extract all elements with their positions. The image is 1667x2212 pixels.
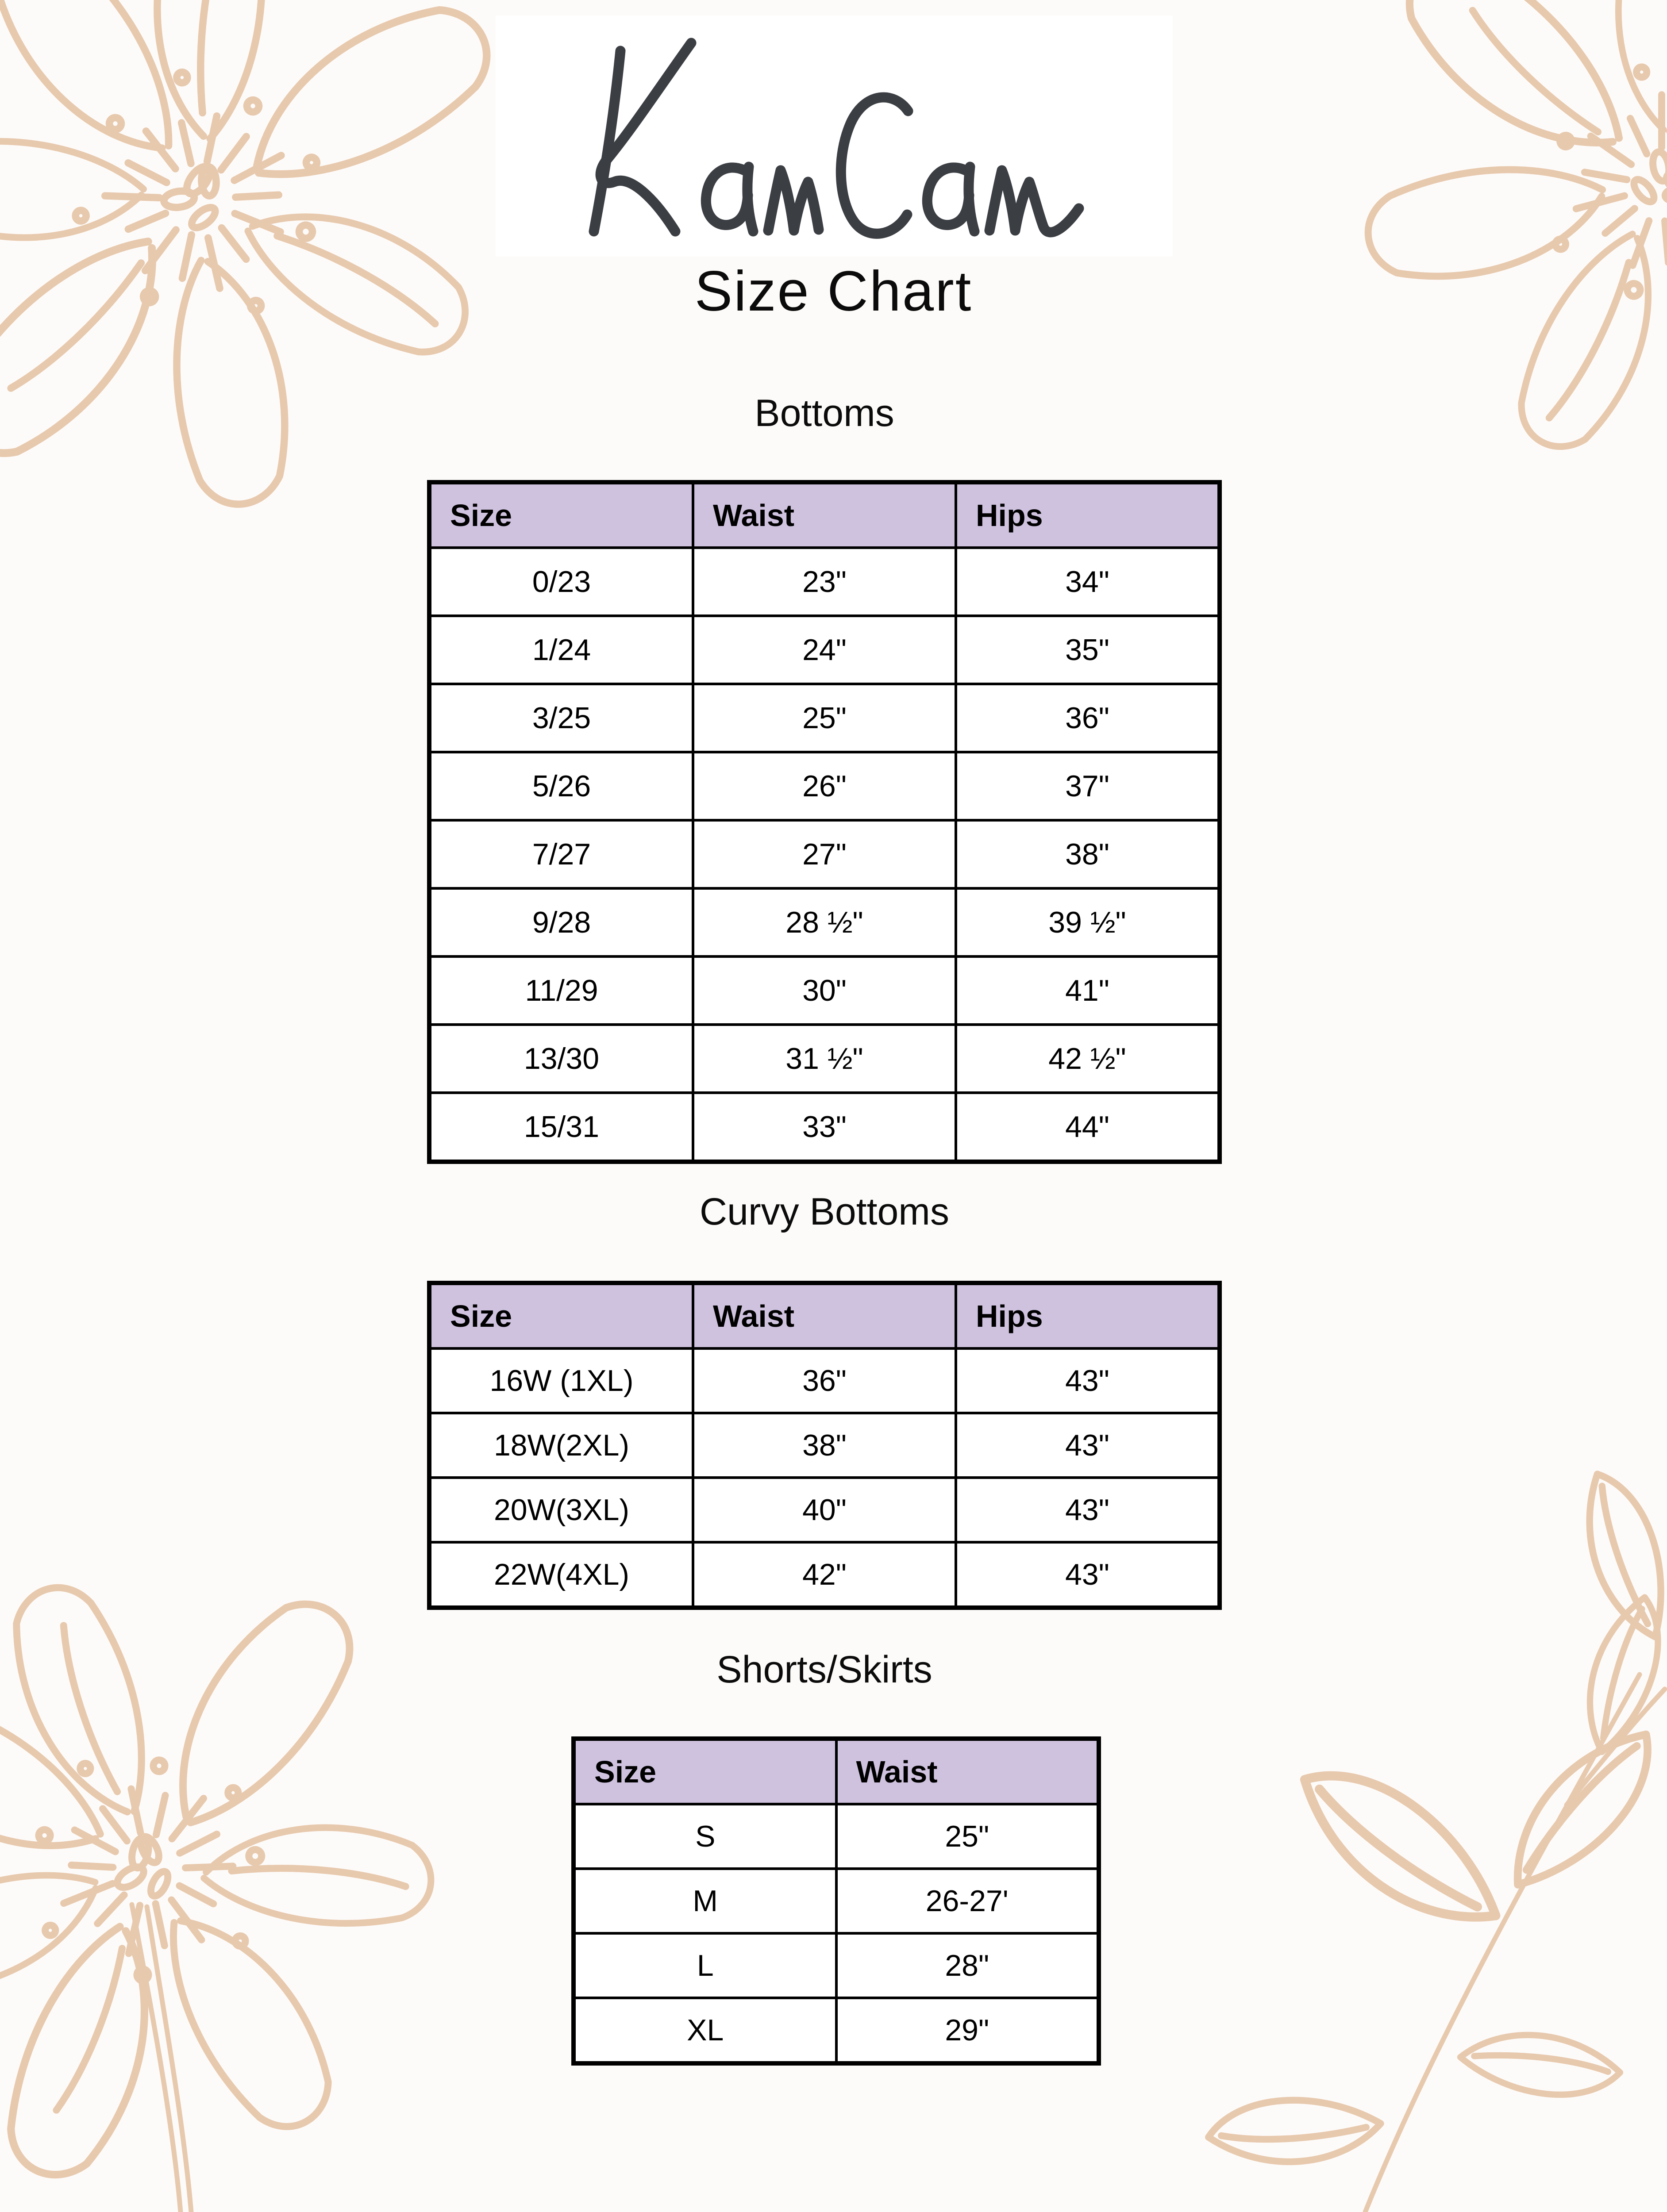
size-cell: M: [693, 1884, 718, 1918]
size-cell: 3/25: [532, 701, 591, 735]
hips-cell: 42 ½": [955, 1026, 1217, 1091]
leaf-branch-icon: [1206, 1469, 1667, 2212]
flower-sketch-icon: [0, 1515, 492, 2212]
table-row: [431, 819, 1217, 887]
column-header: Hips: [955, 484, 1217, 546]
hips-cell: 43": [955, 1350, 1217, 1412]
waist-cell: 24": [692, 617, 955, 683]
size-cell: L: [697, 1949, 714, 1982]
waist-cell: 31 ½": [692, 1026, 955, 1091]
waist-cell: 25": [692, 685, 955, 751]
kancan-script-logo-icon: [522, 24, 1142, 254]
waist-cell: 26-27': [835, 1870, 1097, 1932]
column-header: Waist: [692, 484, 955, 546]
table-row: [431, 751, 1217, 819]
hips-cell: 43": [955, 1479, 1217, 1541]
hips-cell: 36": [955, 685, 1217, 751]
hips-cell: 38": [955, 822, 1217, 887]
size-cell: 5/26: [532, 769, 591, 803]
hips-cell: 39 ½": [955, 890, 1217, 955]
table-row: [576, 1932, 1097, 1997]
waist-cell: 28 ½": [692, 890, 955, 955]
column-header: Waist: [692, 1285, 955, 1347]
table-row: [431, 1347, 1217, 1412]
table-row: [431, 614, 1217, 683]
table-row: [431, 887, 1217, 955]
size-cell: 1/24: [532, 633, 591, 667]
hips-cell: 43": [955, 1544, 1217, 1605]
hips-cell: 44": [955, 1094, 1217, 1160]
size-cell: 0/23: [532, 565, 591, 599]
column-header: Waist: [835, 1741, 1097, 1803]
waist-cell: 33": [692, 1094, 955, 1160]
waist-cell: 23": [692, 549, 955, 614]
waist-cell: 29": [835, 1999, 1097, 2061]
table-row: [576, 1803, 1097, 1867]
table-row: [431, 546, 1217, 614]
page-title: Size Chart: [694, 260, 973, 323]
hips-cell: 43": [955, 1414, 1217, 1476]
waist-cell: 27": [692, 822, 955, 887]
table-header-row: [431, 484, 1217, 546]
bottoms-table: [427, 480, 1222, 1164]
table-header-row: [431, 1285, 1217, 1347]
hips-cell: 37": [955, 753, 1217, 819]
size-cell: 20W(3XL): [493, 1493, 630, 1527]
table-row: [431, 1541, 1217, 1605]
size-cell: 7/27: [532, 837, 591, 871]
section-title-bottoms: Bottoms: [755, 392, 894, 434]
table-row: [431, 1023, 1217, 1091]
table-header-row: [576, 1741, 1097, 1803]
shorts-skirts-table: [571, 1736, 1101, 2066]
size-cell: 13/30: [524, 1042, 600, 1075]
hips-cell: 34": [955, 549, 1217, 614]
table-row: [431, 955, 1217, 1023]
size-cell: 16W (1XL): [489, 1364, 634, 1398]
size-cell: 18W(2XL): [493, 1429, 630, 1462]
size-cell: 22W(4XL): [493, 1558, 630, 1591]
column-header: Size: [594, 1755, 657, 1789]
table-row: [431, 683, 1217, 751]
hips-cell: 35": [955, 617, 1217, 683]
section-title-shorts-skirts: Shorts/Skirts: [716, 1648, 932, 1691]
waist-cell: 26": [692, 753, 955, 819]
waist-cell: 30": [692, 958, 955, 1023]
waist-cell: 28": [835, 1935, 1097, 1997]
size-cell: 9/28: [532, 906, 591, 939]
table-row: [576, 1867, 1097, 1932]
size-cell: S: [695, 1820, 716, 1853]
section-title-curvy-bottoms: Curvy Bottoms: [700, 1190, 949, 1233]
table-row: [576, 1997, 1097, 2061]
waist-cell: 42": [692, 1544, 955, 1605]
table-row: [431, 1412, 1217, 1476]
waist-cell: 40": [692, 1479, 955, 1541]
column-header: Size: [450, 1299, 512, 1333]
table-row: [431, 1476, 1217, 1541]
size-cell: 11/29: [525, 974, 598, 1007]
hips-cell: 41": [955, 958, 1217, 1023]
size-cell: 15/31: [524, 1110, 600, 1144]
size-cell: XL: [687, 2013, 724, 2047]
curvy-bottoms-table: [427, 1281, 1222, 1610]
waist-cell: 38": [692, 1414, 955, 1476]
waist-cell: 25": [835, 1805, 1097, 1867]
waist-cell: 36": [692, 1350, 955, 1412]
table-row: [431, 1091, 1217, 1160]
column-header: Hips: [955, 1285, 1217, 1347]
column-header: Size: [450, 498, 512, 533]
